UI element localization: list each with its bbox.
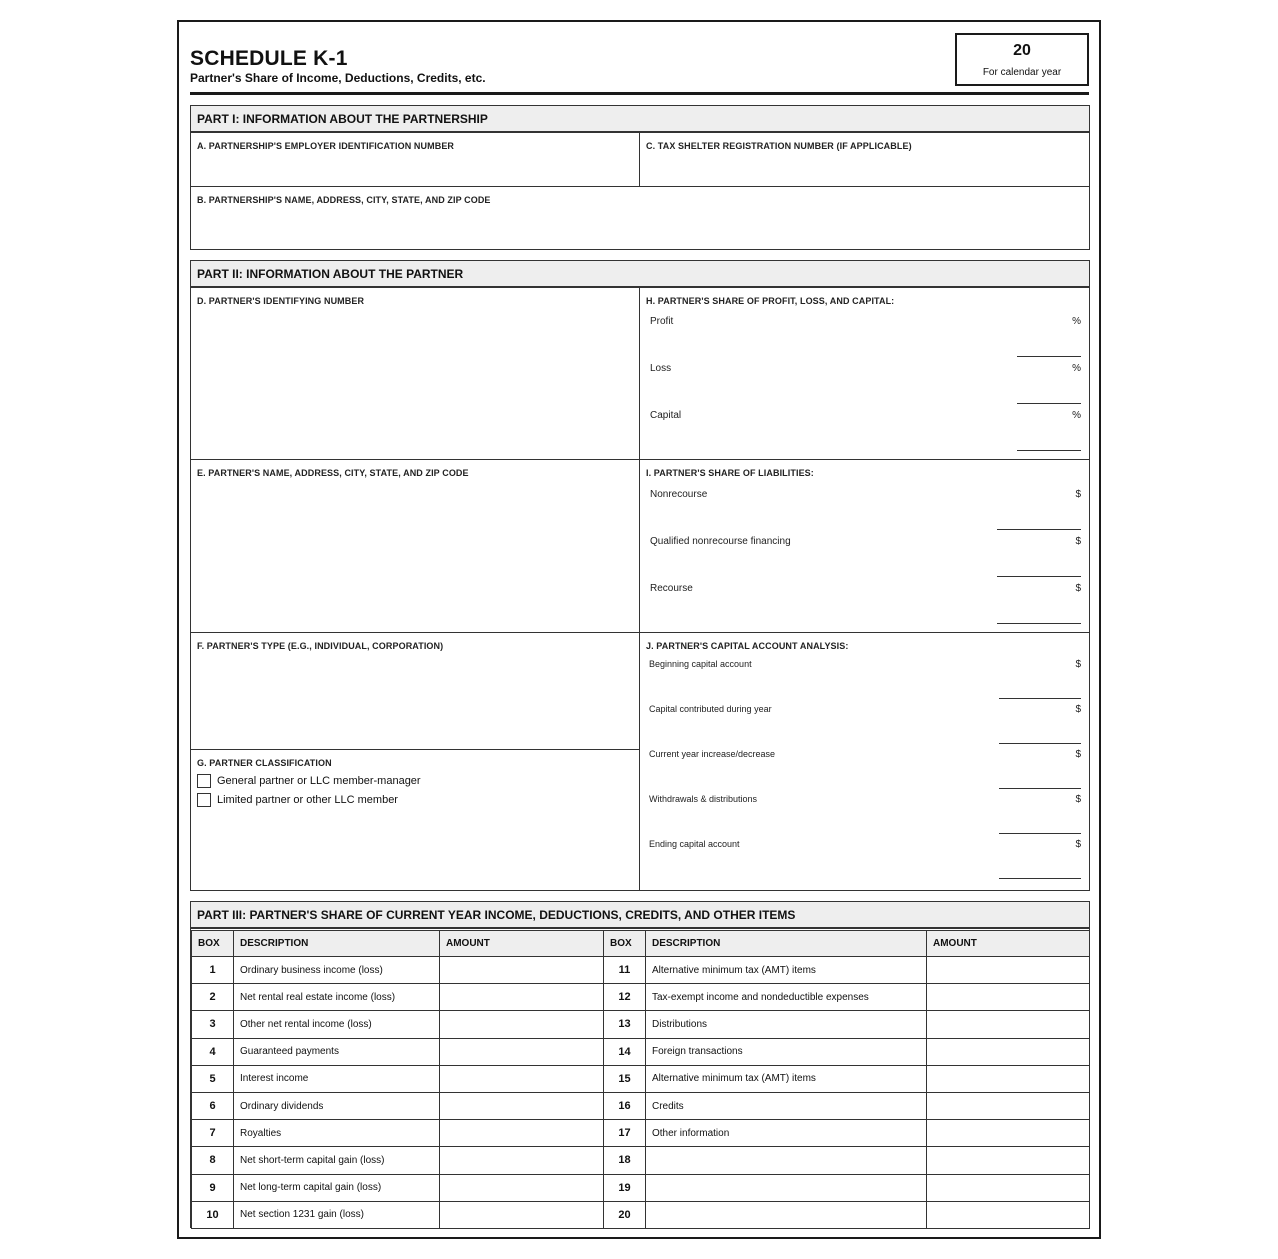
box-number: 3 xyxy=(192,1011,234,1038)
capital-contributed-item xyxy=(649,704,1081,715)
table-row xyxy=(192,957,1090,984)
box-amount-input[interactable] xyxy=(927,1065,1090,1092)
dollar-symbol: $ xyxy=(1075,583,1081,594)
box-number: 1 xyxy=(192,957,234,984)
box-amount-input[interactable] xyxy=(927,984,1090,1011)
box-amount-input[interactable] xyxy=(440,1147,604,1174)
field-partnership-name[interactable] xyxy=(191,186,1089,249)
col-amount: AMOUNT xyxy=(440,931,604,957)
box-number: 10 xyxy=(192,1201,234,1228)
withdrawals-label: Withdrawals & distributions xyxy=(649,794,758,804)
box-description xyxy=(646,1147,927,1174)
recourse-label: Recourse xyxy=(650,583,693,594)
k1-form xyxy=(177,20,1101,1239)
table-row xyxy=(192,1147,1090,1174)
current-year-input[interactable] xyxy=(999,788,1081,789)
box-number: 14 xyxy=(604,1038,646,1065)
box-amount-input[interactable] xyxy=(927,1174,1090,1201)
box-amount-input[interactable] xyxy=(927,1147,1090,1174)
box-description: Net section 1231 gain (loss) xyxy=(234,1201,440,1228)
box-number: 2 xyxy=(192,984,234,1011)
boxes-body xyxy=(192,957,1090,1229)
field-partner-name[interactable] xyxy=(191,460,640,633)
box-description: Net rental real estate income (loss) xyxy=(234,984,440,1011)
field-partner-type-label: F. PARTNER'S TYPE (E.G., INDIVIDUAL, CORPORATION) xyxy=(197,641,444,651)
recourse-item xyxy=(650,583,1081,594)
beginning-capital-item xyxy=(649,659,1081,670)
form-header xyxy=(190,33,1089,95)
partner-classification xyxy=(191,750,640,890)
col-description: DESCRIPTION xyxy=(646,931,927,957)
box-amount-input[interactable] xyxy=(440,1174,604,1201)
profit-label: Profit xyxy=(650,316,674,327)
field-ein[interactable] xyxy=(191,133,640,186)
dollar-symbol: $ xyxy=(1075,704,1081,715)
capital-contributed-label: Capital contributed during year xyxy=(649,704,772,714)
box-number: 4 xyxy=(192,1038,234,1065)
box-number: 18 xyxy=(604,1147,646,1174)
year-value: 20 xyxy=(1013,42,1031,59)
col-box: BOX xyxy=(192,931,234,957)
box-amount-input[interactable] xyxy=(440,957,604,984)
box-number: 13 xyxy=(604,1011,646,1038)
box-number: 19 xyxy=(604,1174,646,1201)
current-year-label: Current year increase/decrease xyxy=(649,749,776,759)
percent-symbol: % xyxy=(1072,316,1081,327)
box-amount-input[interactable] xyxy=(927,1038,1090,1065)
box-amount-input[interactable] xyxy=(440,1065,604,1092)
box-description: Interest income xyxy=(234,1065,440,1092)
capital-account-analysis xyxy=(640,633,1089,890)
box-description: Ordinary business income (loss) xyxy=(234,957,440,984)
box-amount-input[interactable] xyxy=(440,1201,604,1228)
beginning-capital-input[interactable] xyxy=(999,698,1081,699)
box-amount-input[interactable] xyxy=(440,1120,604,1147)
box-amount-input[interactable] xyxy=(440,984,604,1011)
qualified-nonrecourse-input[interactable] xyxy=(997,576,1081,577)
box-number: 16 xyxy=(604,1092,646,1119)
field-tax-shelter-label: C. TAX SHELTER REGISTRATION NUMBER (IF APPLICABLE) xyxy=(646,141,912,151)
box-description: Guaranteed payments xyxy=(234,1038,440,1065)
ending-capital-label: Ending capital account xyxy=(649,839,740,849)
capital-item xyxy=(650,410,1081,421)
col-description: DESCRIPTION xyxy=(234,931,440,957)
box-number: 8 xyxy=(192,1147,234,1174)
percent-symbol: % xyxy=(1072,363,1081,374)
checkbox-label: General partner or LLC member-manager xyxy=(217,775,421,787)
part1-section xyxy=(190,105,1090,250)
box-description: Alternative minimum tax (AMT) items xyxy=(646,957,927,984)
field-partner-name-label: E. PARTNER'S NAME, ADDRESS, CITY, STATE, AND ZIP CODE xyxy=(197,468,469,478)
box-description: Net short-term capital gain (loss) xyxy=(234,1147,440,1174)
year-box[interactable] xyxy=(955,33,1089,86)
field-partner-id-label: D. PARTNER'S IDENTIFYING NUMBER xyxy=(197,296,365,306)
profit-input[interactable] xyxy=(1017,356,1081,357)
table-row xyxy=(192,1011,1090,1038)
year-label: For calendar year xyxy=(982,67,1062,78)
table-row xyxy=(192,1174,1090,1201)
box-number: 5 xyxy=(192,1065,234,1092)
box-number: 12 xyxy=(604,984,646,1011)
col-amount: AMOUNT xyxy=(927,931,1090,957)
beginning-capital-label: Beginning capital account xyxy=(649,659,752,669)
box-description xyxy=(646,1174,927,1201)
field-tax-shelter[interactable] xyxy=(640,133,1089,186)
checkbox[interactable] xyxy=(197,774,211,788)
box-amount-input[interactable] xyxy=(927,1092,1090,1119)
form-subtitle: Partner's Share of Income, Deductions, Credits, etc. xyxy=(190,71,486,85)
capital-label: Capital xyxy=(650,410,682,421)
box-amount-input[interactable] xyxy=(927,957,1090,984)
field-ein-label: A. PARTNERSHIP'S EMPLOYER IDENTIFICATION NUMBER xyxy=(197,141,455,151)
partner-classification-label: G. PARTNER CLASSIFICATION xyxy=(197,758,332,768)
box-description: Tax-exempt income and nondeductible expenses xyxy=(646,984,927,1011)
field-partnership-name-label: B. PARTNERSHIP'S NAME, ADDRESS, CITY, STATE, AND ZIP CODE xyxy=(197,195,491,205)
box-amount-input[interactable] xyxy=(440,1011,604,1038)
box-amount-input[interactable] xyxy=(927,1201,1090,1228)
table-row xyxy=(192,1092,1090,1119)
dollar-symbol: $ xyxy=(1075,839,1081,850)
recourse-input[interactable] xyxy=(997,623,1081,624)
table-row xyxy=(192,1038,1090,1065)
col-box: BOX xyxy=(604,931,646,957)
box-description xyxy=(646,1201,927,1228)
field-partner-type[interactable] xyxy=(191,633,640,750)
box-description: Other information xyxy=(646,1120,927,1147)
part1-title: PART I: INFORMATION ABOUT THE PARTNERSHIP xyxy=(191,106,1089,133)
dollar-symbol: $ xyxy=(1075,489,1081,500)
box-amount-input[interactable] xyxy=(927,1011,1090,1038)
capital-input[interactable] xyxy=(1017,450,1081,451)
withdrawals-item xyxy=(649,794,1081,805)
box-description: Other net rental income (loss) xyxy=(234,1011,440,1038)
box-amount-input[interactable] xyxy=(440,1038,604,1065)
dollar-symbol: $ xyxy=(1075,659,1081,670)
withdrawals-input[interactable] xyxy=(999,833,1081,834)
box-description: Royalties xyxy=(234,1120,440,1147)
box-amount-input[interactable] xyxy=(440,1092,604,1119)
nonrecourse-input[interactable] xyxy=(997,529,1081,530)
part3-section xyxy=(190,901,1090,1228)
checkbox-label: Limited partner or other LLC member xyxy=(217,794,398,806)
current-year-item xyxy=(649,749,1081,760)
boxes-table xyxy=(191,930,1090,1229)
box-description: Foreign transactions xyxy=(646,1038,927,1065)
liabilities xyxy=(640,460,1089,633)
classification-general[interactable] xyxy=(197,774,421,788)
part2-section xyxy=(190,260,1090,891)
box-description: Credits xyxy=(646,1092,927,1119)
table-row xyxy=(192,984,1090,1011)
qualified-nonrecourse-item xyxy=(650,536,1081,547)
dollar-symbol: $ xyxy=(1075,536,1081,547)
box-description: Net long-term capital gain (loss) xyxy=(234,1174,440,1201)
table-row xyxy=(192,1065,1090,1092)
box-number: 20 xyxy=(604,1201,646,1228)
qualified-nonrecourse-label: Qualified nonrecourse financing xyxy=(650,536,791,547)
nonrecourse-item xyxy=(650,489,1081,500)
field-partner-id[interactable] xyxy=(191,288,640,460)
form-title: SCHEDULE K-1 xyxy=(190,47,348,70)
loss-item xyxy=(650,363,1081,374)
liabilities-label: I. PARTNER'S SHARE OF LIABILITIES: xyxy=(646,468,814,478)
ending-capital-input[interactable] xyxy=(999,878,1081,879)
profit-loss-capital-label: H. PARTNER'S SHARE OF PROFIT, LOSS, AND CAPITAL: xyxy=(646,296,895,306)
capital-account-label: J. PARTNER'S CAPITAL ACCOUNT ANALYSIS: xyxy=(646,641,849,651)
dollar-symbol: $ xyxy=(1075,749,1081,760)
loss-label: Loss xyxy=(650,363,672,374)
box-number: 6 xyxy=(192,1092,234,1119)
nonrecourse-label: Nonrecourse xyxy=(650,489,708,500)
box-number: 9 xyxy=(192,1174,234,1201)
profit-loss-capital xyxy=(640,288,1089,460)
part2-title: PART II: INFORMATION ABOUT THE PARTNER xyxy=(191,261,1089,288)
box-number: 15 xyxy=(604,1065,646,1092)
table-header-row xyxy=(192,931,1090,957)
box-number: 17 xyxy=(604,1120,646,1147)
box-description: Alternative minimum tax (AMT) items xyxy=(646,1065,927,1092)
classification-limited[interactable] xyxy=(197,793,398,807)
part3-title: PART III: PARTNER'S SHARE OF CURRENT YEAR INCOME, DEDUCTIONS, CREDITS, AND OTHER ITEMS xyxy=(191,902,1089,929)
dollar-symbol: $ xyxy=(1075,794,1081,805)
box-number: 7 xyxy=(192,1120,234,1147)
box-number: 11 xyxy=(604,957,646,984)
box-description: Distributions xyxy=(646,1011,927,1038)
checkbox[interactable] xyxy=(197,793,211,807)
loss-input[interactable] xyxy=(1017,403,1081,404)
table-row xyxy=(192,1120,1090,1147)
profit-item xyxy=(650,316,1081,327)
box-amount-input[interactable] xyxy=(927,1120,1090,1147)
percent-symbol: % xyxy=(1072,410,1081,421)
ending-capital-item xyxy=(649,839,1081,850)
box-description: Ordinary dividends xyxy=(234,1092,440,1119)
table-row xyxy=(192,1201,1090,1228)
capital-contributed-input[interactable] xyxy=(999,743,1081,744)
